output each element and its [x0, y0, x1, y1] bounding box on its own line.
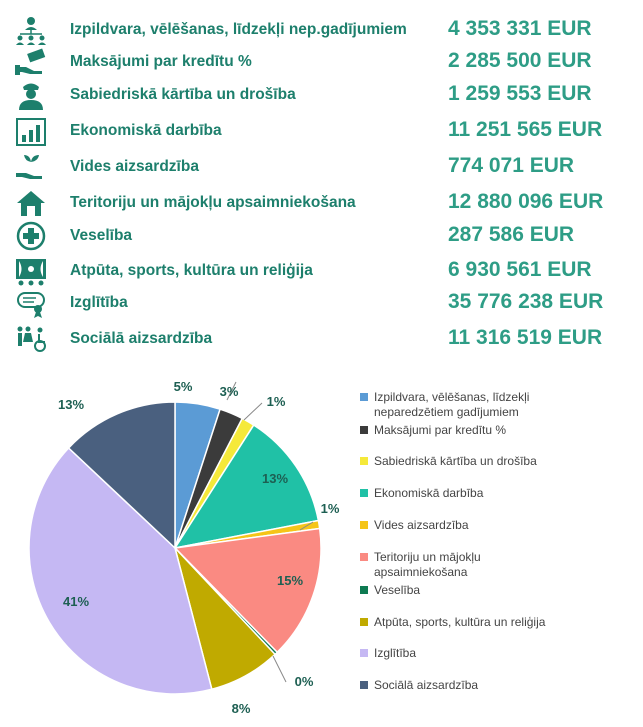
- diploma-icon: [14, 288, 48, 318]
- pie-percent-label: 15%: [276, 573, 304, 588]
- legend-label: Sabiedriskā kārtība un drošība: [374, 454, 537, 468]
- legend-label: Sociālā aizsardzība: [374, 678, 479, 692]
- legend-swatch: [360, 586, 368, 594]
- budget-label: Teritoriju un mājokļu apsaimniekošana: [70, 194, 356, 211]
- legend-label: Veselība: [374, 583, 421, 597]
- theater-stage-icon: [14, 256, 48, 286]
- budget-amount: 11 316 519 EUR: [448, 326, 603, 349]
- budget-amount: 1 259 553 EUR: [448, 82, 592, 105]
- legend-label: Izpildvara, vēlēšanas, līdzekļi neparedzētiem gadījumiem: [374, 390, 530, 419]
- pie-percent-label: 5%: [173, 379, 193, 394]
- legend-swatch: [360, 649, 368, 657]
- budget-amount: 6 930 561 EUR: [448, 258, 592, 281]
- leader-line: [273, 656, 286, 682]
- budget-row: [0, 219, 643, 253]
- legend-swatch: [360, 681, 368, 689]
- budget-row: [0, 254, 643, 288]
- legend-swatch: [360, 489, 368, 497]
- budget-row: [0, 186, 643, 220]
- budget-amount: 35 776 238 EUR: [448, 290, 604, 313]
- bar-chart-growth-icon: [14, 116, 48, 146]
- pie-percent-label: 1%: [320, 501, 340, 516]
- legend-label: Atpūta, sports, kultūra un reliģija: [374, 615, 546, 629]
- budget-row: [0, 322, 643, 356]
- legend-swatch: [360, 426, 368, 434]
- pie-percent-label: 13%: [57, 397, 85, 412]
- budget-row: [0, 78, 643, 112]
- legend-swatch: [360, 618, 368, 626]
- budget-amount: 11 251 565 EUR: [448, 118, 603, 141]
- budget-label: Izpildvara, vēlēšanas, līdzekļi nep.gadījumiem: [70, 21, 407, 38]
- legend-label: Vides aizsardzība: [374, 518, 469, 532]
- pie-percent-label: 0%: [294, 674, 314, 689]
- pie-percent-label: 3%: [219, 384, 239, 399]
- budget-label: Atpūta, sports, kultūra un reliģija: [70, 262, 313, 279]
- budget-amount: 4 353 331 EUR: [448, 17, 592, 40]
- people-network-icon: [14, 15, 48, 45]
- budget-amount: 774 071 EUR: [448, 154, 575, 177]
- police-officer-icon: [14, 80, 48, 110]
- budget-row: [0, 286, 643, 320]
- legend-swatch: [360, 553, 368, 561]
- leader-line: [244, 403, 262, 420]
- budget-amount: 2 285 500 EUR: [448, 49, 592, 72]
- pie-chart: [0, 360, 643, 727]
- plant-hand-icon: [14, 152, 48, 182]
- budget-label: Vides aizsardzība: [70, 158, 199, 175]
- budget-label: Sabiedriskā kārtība un drošība: [70, 86, 296, 103]
- budget-label: Sociālā aizsardzība: [70, 330, 213, 347]
- family-wheelchair-icon: [14, 324, 48, 354]
- budget-label: Ekonomiskā darbība: [70, 122, 222, 139]
- legend-label: Maksājumi par kredītu %: [374, 423, 507, 437]
- pie-percent-label: 8%: [231, 701, 251, 716]
- budget-label: Izglītība: [70, 294, 128, 311]
- legend-label: Izglītība: [374, 646, 417, 660]
- legend-swatch: [360, 457, 368, 465]
- medical-cross-icon: [14, 221, 48, 251]
- budget-list: [0, 0, 643, 360]
- pie-percent-label: 41%: [62, 594, 90, 609]
- budget-label: Veselība: [70, 227, 133, 244]
- house-icon: [14, 188, 48, 218]
- legend-swatch: [360, 393, 368, 401]
- budget-row: [0, 114, 643, 148]
- legend-label: Ekonomiskā darbība: [374, 486, 484, 500]
- legend-label: Teritoriju un mājokļu apsaimniekošana: [374, 550, 481, 579]
- pie-percent-label: 1%: [266, 394, 286, 409]
- budget-amount: 287 586 EUR: [448, 223, 575, 246]
- budget-label: Maksājumi par kredītu %: [70, 53, 252, 70]
- budget-row: [0, 13, 643, 47]
- budget-amount: 12 880 096 EUR: [448, 190, 604, 213]
- budget-row: [0, 45, 643, 79]
- money-hand-icon: [14, 47, 48, 77]
- legend-swatch: [360, 521, 368, 529]
- pie-percent-label: 13%: [261, 471, 289, 486]
- budget-row: [0, 150, 643, 184]
